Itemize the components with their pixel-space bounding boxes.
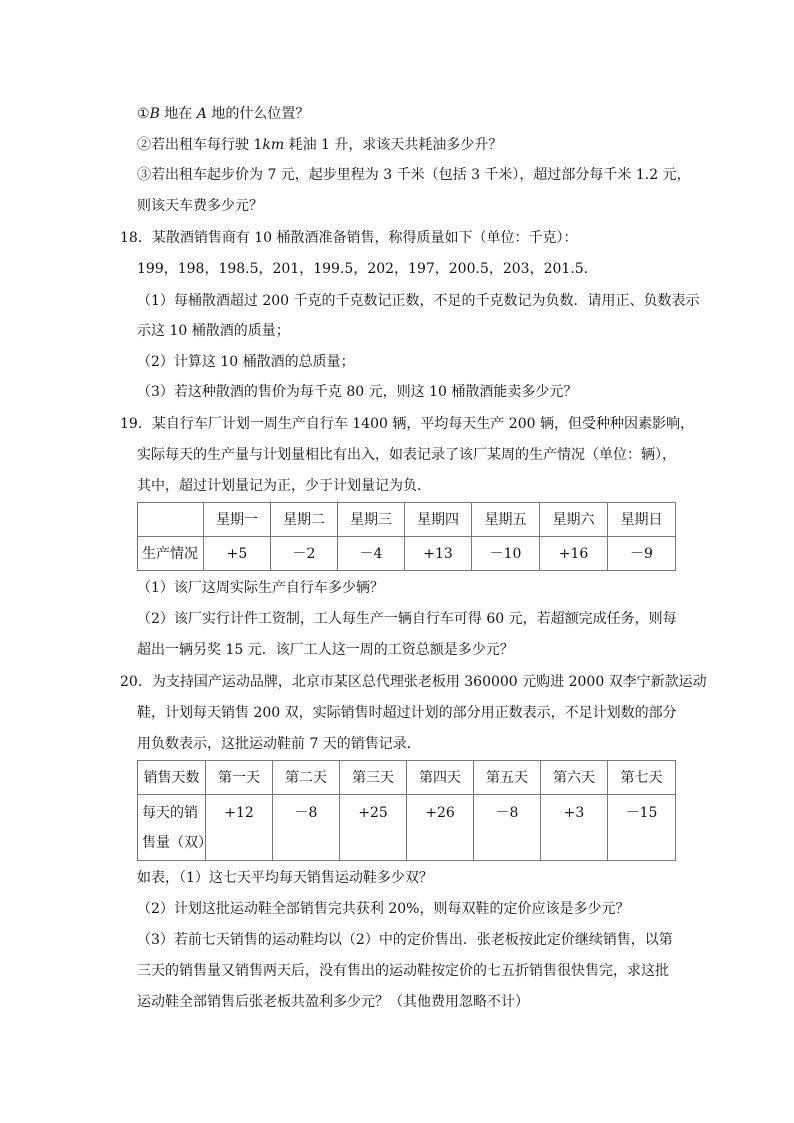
q20-day-header: 第五天	[474, 761, 541, 795]
q17-var-a: A	[196, 106, 207, 122]
q17-sub1-text1: 地在	[159, 106, 197, 122]
q19-value-cell: －10	[472, 537, 540, 571]
q17-sub3-line2: 则该天车费多少元？	[137, 198, 263, 214]
q20-part3-line1: （3）若前七天销售的运动鞋均以（2）中的定价售出．张老板按此定价继续销售，以第	[137, 932, 673, 948]
q20-header-row	[138, 761, 676, 795]
q19-stem-line1: 19．某自行车厂计划一周生产自行车 1400 辆，平均每天生产 200 辆，但受种种因素影响，	[120, 416, 694, 432]
q19-value-cell: +13	[405, 537, 472, 571]
q19-part2-line1: （2）该厂实行计件工资制，工人每生产一辆自行车可得 60 元，若超额完成任务，则每	[137, 611, 677, 627]
q17-sub2-text1: ②若出租车每行驶 1	[137, 137, 263, 153]
q17-sub1	[137, 104, 309, 124]
q20-corner-cell: 销售天数	[138, 761, 206, 795]
q20-row-label-line1: 每天的销	[142, 804, 198, 821]
q19-day-header: 星期四	[405, 503, 472, 537]
q20-row-label	[138, 795, 212, 861]
q20-value-cell: +26	[407, 795, 474, 861]
q20-stem-line3: 用负数表示，这批运动鞋前 7 天的销售记录．	[137, 736, 421, 752]
q20-day-header: 第三天	[340, 761, 407, 795]
q20-part1: 如表，（1）这七天平均每天销售运动鞋多少双？	[137, 870, 433, 886]
q18-part2: （2）计算这 10 桶散酒的总质量；	[137, 354, 355, 370]
q19-value-cell: －2	[271, 537, 338, 571]
q20-day-header: 第七天	[608, 761, 676, 795]
q19-value-cell: +16	[540, 537, 608, 571]
q20-value-cell: +25	[340, 795, 407, 861]
q20-part2: （2）计划这批运动鞋全部销售完共获利 20%，则每双鞋的定价应该是多少元？	[137, 901, 630, 917]
q20-value-cell: －8	[474, 795, 541, 861]
q20-part3-line2: 三天的销售量又销售两天后，没有售出的运动鞋按定价的七五折销售很快售完，求这批	[137, 963, 669, 979]
q19-day-header: 星期六	[540, 503, 608, 537]
q19-day-header: 星期一	[204, 503, 271, 537]
q19-value-cell: +5	[204, 537, 271, 571]
q20-day-header: 第六天	[541, 761, 608, 795]
q17-sub1-text2: 地的什么位置？	[206, 106, 310, 122]
q20-day-header: 第四天	[407, 761, 474, 795]
q19-part1: （1）该厂这周实际生产自行车多少辆？	[137, 580, 384, 596]
q19-day-header: 星期二	[271, 503, 338, 537]
q19-day-header: 星期日	[608, 503, 676, 537]
q20-value-cell: －8	[273, 795, 340, 861]
q17-unit-km: km	[262, 137, 285, 153]
q19-corner-cell	[138, 503, 204, 537]
q19-row-label: 生产情况	[138, 537, 204, 571]
q20-day-header: 第一天	[206, 761, 273, 795]
q19-value-cell: －4	[338, 537, 405, 571]
q18-part1-line2: 示这 10 桶散酒的质量；	[137, 323, 290, 339]
q19-header-row	[138, 503, 676, 537]
q19-day-header: 星期三	[338, 503, 405, 537]
q19-stem-line3: 其中，超过计划量记为正，少于计划量记为负．	[137, 478, 431, 494]
q20-value-row	[138, 795, 676, 861]
q19-stem-line2: 实际每天的生产量与计划量相比有出入，如表记录了该厂某周的生产情况（单位：辆），	[137, 447, 676, 463]
q19-value-row	[138, 537, 676, 571]
q20-row-label-line2: 售量（双）	[142, 834, 212, 851]
q20-sales-table	[137, 760, 676, 861]
q20-part3-line3: 运动鞋全部销售后张老板共盈利多少元？（其他费用忽略不计）	[137, 994, 529, 1010]
q20-value-cell: +3	[541, 795, 608, 861]
q18-part1-line1: （1）每桶散酒超过 200 千克的千克数记正数，不足的千克数记为负数．请用正、负数表示	[137, 293, 700, 309]
q17-sub1-marker: ①	[137, 106, 150, 122]
q20-day-header: 第二天	[273, 761, 340, 795]
q20-stem-line2: 鞋，计划每天销售 200 双，实际销售时超过计划的部分用正数表示，不足计划数的部分	[137, 705, 677, 721]
q20-stem-line1: 20．为支持国产运动品牌，北京市某区总代理张老板用 360000 元购进 2000 双李宁新款运动	[120, 674, 707, 690]
q18-stem: 18．某散酒销售商有 10 桶散酒准备销售，称得质量如下（单位：千克）：	[120, 230, 578, 246]
q20-value-cell: －15	[608, 795, 676, 861]
q18-part3: （3）若这种散酒的售价为每千克 80 元，则这 10 桶散酒能卖多少元？	[137, 384, 578, 400]
q19-day-header: 星期五	[472, 503, 540, 537]
q17-sub2-text2: 耗油 1 升，求该天共耗油多少升？	[284, 137, 503, 153]
q19-value-cell: －9	[608, 537, 676, 571]
q18-data: 199，198，198.5，201，199.5，202，197，200.5，203，201.5．	[137, 261, 598, 277]
q17-sub3-line1: ③若出租车起步价为 7 元，起步里程为 3 千米（包括 3 千米），超过部分每千米 1.2 元，	[137, 167, 691, 183]
q17-var-b: B	[149, 106, 160, 122]
q17-sub2	[137, 135, 502, 155]
q19-part2-line2: 超出一辆另奖 15 元．该厂工人这一周的工资总额是多少元？	[137, 642, 514, 658]
q20-value-cell: +12	[206, 795, 273, 861]
q19-production-table	[137, 502, 676, 571]
